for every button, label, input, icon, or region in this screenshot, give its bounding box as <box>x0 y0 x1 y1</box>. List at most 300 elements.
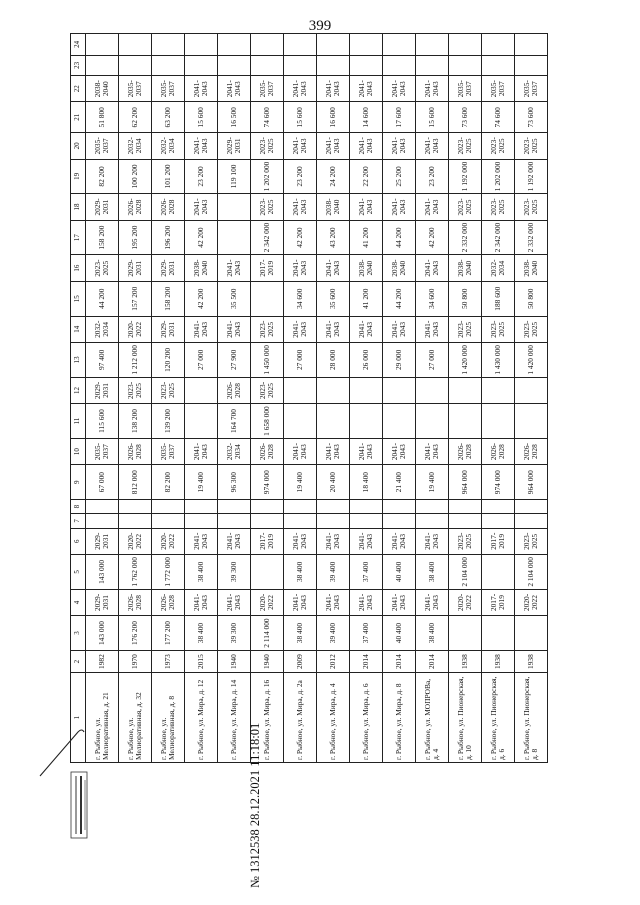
table-cell <box>515 616 548 651</box>
table-cell: 96 300 <box>218 465 251 500</box>
table-cell: 1940 <box>251 650 284 672</box>
rotated-table-frame <box>70 33 540 763</box>
table-cell: 74 600 <box>482 102 515 133</box>
column-number: 3 <box>71 616 86 651</box>
table-cell: 15 600 <box>185 102 218 133</box>
table-cell: 2041-2043 <box>416 76 449 103</box>
table-cell: 42 200 <box>185 220 218 255</box>
table-cell: 2032-2034 <box>482 255 515 282</box>
table-cell: 2035-2037 <box>86 438 119 465</box>
column-number: 2 <box>71 650 86 672</box>
table-cell: 2020-2022 <box>152 528 185 555</box>
table-cell: 2035-2037 <box>449 76 482 103</box>
table-cell: 73 600 <box>449 102 482 133</box>
table-cell: 23 200 <box>416 159 449 194</box>
table-cell: 2041-2043 <box>350 589 383 616</box>
table-row <box>350 34 383 763</box>
table-cell: 1938 <box>482 650 515 672</box>
table-cell: 2041-2043 <box>284 255 317 282</box>
table-cell: 2038-2040 <box>350 255 383 282</box>
table-cell: 2023-2025 <box>449 528 482 555</box>
table-cell <box>515 514 548 528</box>
table-cell: 1 202 000 <box>482 159 515 194</box>
table-cell: 42 200 <box>185 281 218 316</box>
table-cell: 2032-2034 <box>119 133 152 160</box>
table-cell: 41 200 <box>350 281 383 316</box>
column-number: 10 <box>71 438 86 465</box>
table-cell <box>152 514 185 528</box>
table-cell: 2035-2037 <box>251 76 284 103</box>
table-cell: 19 400 <box>284 465 317 500</box>
table-cell <box>152 500 185 514</box>
table-cell: 176 200 <box>119 616 152 651</box>
table-cell <box>251 500 284 514</box>
table-cell <box>350 55 383 75</box>
table-cell: 2041-2043 <box>317 133 350 160</box>
table-cell <box>416 500 449 514</box>
table-cell: 2023-2025 <box>449 133 482 160</box>
table-cell: 2026-2028 <box>119 589 152 616</box>
table-cell: 2038-2040 <box>86 76 119 103</box>
table-cell <box>449 616 482 651</box>
column-number: 19 <box>71 159 86 194</box>
table-cell <box>86 55 119 75</box>
table-cell: 1 420 000 <box>515 343 548 378</box>
table-cell: 44 200 <box>383 281 416 316</box>
table-cell <box>284 514 317 528</box>
table-cell: 2041-2043 <box>317 316 350 343</box>
table-cell: 82 200 <box>86 159 119 194</box>
table-cell: 22 200 <box>350 159 383 194</box>
document-registration-stamp: № 1312538 28.12.2021 11:18:01 <box>248 722 262 888</box>
table-cell <box>416 55 449 75</box>
table-cell: 16 500 <box>218 102 251 133</box>
table-row <box>515 34 548 763</box>
table-cell: 2023-2025 <box>251 377 284 404</box>
table-cell: 2023-2025 <box>515 528 548 555</box>
column-number: 16 <box>71 255 86 282</box>
table-cell: 2029-2031 <box>218 133 251 160</box>
table-cell: 2035-2037 <box>119 76 152 103</box>
table-cell <box>317 55 350 75</box>
table-cell: 43 200 <box>317 220 350 255</box>
column-number: 20 <box>71 133 86 160</box>
table-cell: 27 000 <box>185 343 218 378</box>
table-cell <box>383 55 416 75</box>
table-cell: 964 000 <box>515 465 548 500</box>
table-cell: 34 600 <box>416 281 449 316</box>
table-cell <box>482 555 515 590</box>
table-cell: 2041-2043 <box>383 316 416 343</box>
table-cell: 2023-2025 <box>251 194 284 221</box>
table-cell <box>251 555 284 590</box>
table-cell: 195 200 <box>119 220 152 255</box>
table-cell: 2041-2043 <box>317 528 350 555</box>
table-cell <box>185 500 218 514</box>
table-cell: 38 400 <box>416 555 449 590</box>
table-cell: 40 400 <box>383 555 416 590</box>
table-cell: 2041-2043 <box>350 133 383 160</box>
register-table <box>70 33 548 763</box>
table-cell: 2020-2022 <box>251 589 284 616</box>
table-cell: 20 400 <box>317 465 350 500</box>
column-number: 13 <box>71 343 86 378</box>
table-cell: 2041-2043 <box>185 316 218 343</box>
table-cell: 2029-2031 <box>86 589 119 616</box>
table-cell: 164 700 <box>218 404 251 439</box>
table-cell: 974 000 <box>251 465 284 500</box>
table-cell: 38 400 <box>185 616 218 651</box>
table-cell: 1 212 000 <box>119 343 152 378</box>
table-cell <box>185 55 218 75</box>
address-cell: г. Рыбное, ул. Пионерская, д. 8 <box>515 673 548 763</box>
table-cell: 115 600 <box>86 404 119 439</box>
table-cell <box>317 514 350 528</box>
table-cell: 2029-2031 <box>152 255 185 282</box>
table-cell <box>482 377 515 404</box>
table-cell: 1938 <box>449 650 482 672</box>
table-row <box>86 34 119 763</box>
table-cell: 2041-2043 <box>218 589 251 616</box>
table-cell: 2 104 000 <box>515 555 548 590</box>
table-cell: 39 400 <box>317 616 350 651</box>
table-cell: 63 200 <box>152 102 185 133</box>
table-cell <box>350 404 383 439</box>
table-cell: 51 800 <box>86 102 119 133</box>
table-cell: 24 200 <box>317 159 350 194</box>
table-cell <box>251 514 284 528</box>
table-cell: 2041-2043 <box>383 194 416 221</box>
table-cell: 2029-2031 <box>86 377 119 404</box>
address-cell: г. Рыбное, ул. Мелиоративная, д. 32 <box>119 673 152 763</box>
table-cell: 1 658 000 <box>251 404 284 439</box>
table-cell: 50 800 <box>449 281 482 316</box>
table-cell <box>86 514 119 528</box>
table-cell: 2038-2040 <box>383 255 416 282</box>
table-cell: 19 400 <box>185 465 218 500</box>
table-cell: 1 450 000 <box>251 343 284 378</box>
table-cell: 15 600 <box>284 102 317 133</box>
table-row <box>218 34 251 763</box>
table-cell: 2038-2040 <box>449 255 482 282</box>
table-cell: 158 200 <box>152 281 185 316</box>
table-cell: 37 400 <box>350 616 383 651</box>
address-cell: г. Рыбное, ул. МОПРОВа, д. 4 <box>416 673 449 763</box>
address-cell: г. Рыбное, ул. Мира, д. 6 <box>350 673 383 763</box>
table-cell: 2041-2043 <box>317 76 350 103</box>
table-cell: 39 300 <box>218 616 251 651</box>
table-row <box>317 34 350 763</box>
table-cell: 2041-2043 <box>383 528 416 555</box>
table-cell <box>284 55 317 75</box>
table-cell <box>350 377 383 404</box>
table-cell <box>284 377 317 404</box>
table-cell: 21 400 <box>383 465 416 500</box>
table-cell: 2017-2019 <box>482 528 515 555</box>
table-cell <box>416 514 449 528</box>
table-row <box>482 34 515 763</box>
table-cell: 38 400 <box>185 555 218 590</box>
table-cell <box>515 500 548 514</box>
table-cell: 2041-2043 <box>284 194 317 221</box>
table-cell <box>416 404 449 439</box>
column-number: 6 <box>71 528 86 555</box>
table-cell <box>383 377 416 404</box>
table-cell: 82 200 <box>152 465 185 500</box>
table-cell <box>218 34 251 56</box>
table-cell: 143 000 <box>86 555 119 590</box>
table-cell: 2 342 000 <box>482 220 515 255</box>
table-row <box>119 34 152 763</box>
table-row <box>152 34 185 763</box>
table-cell <box>350 514 383 528</box>
table-cell <box>449 514 482 528</box>
table-cell <box>350 34 383 56</box>
table-cell <box>449 500 482 514</box>
table-cell: 119 100 <box>218 159 251 194</box>
column-number: 23 <box>71 55 86 75</box>
table-cell: 2041-2043 <box>317 438 350 465</box>
table-cell: 2041-2043 <box>383 589 416 616</box>
address-cell: г. Рыбное, ул. Мира, д. 4 <box>317 673 350 763</box>
table-cell <box>251 34 284 56</box>
table-cell: 2032-2034 <box>86 316 119 343</box>
table-cell: 2041-2043 <box>416 589 449 616</box>
table-cell: 2041-2043 <box>350 438 383 465</box>
table-cell: 2017-2019 <box>251 528 284 555</box>
table-cell: 2023-2025 <box>152 377 185 404</box>
table-cell <box>86 34 119 56</box>
table-cell: 1 192 000 <box>515 159 548 194</box>
table-cell: 2023-2025 <box>251 133 284 160</box>
table-cell <box>317 500 350 514</box>
table-cell <box>416 34 449 56</box>
address-cell: г. Рыбное, ул. Пионерская, д. 10 <box>449 673 482 763</box>
table-cell: 1 430 000 <box>482 343 515 378</box>
column-number: 18 <box>71 194 86 221</box>
table-cell: 19 400 <box>416 465 449 500</box>
table-cell: 2038-2040 <box>317 194 350 221</box>
address-cell: г. Рыбное, ул. Мелиоративная, д. 8 <box>152 673 185 763</box>
table-cell: 2014 <box>416 650 449 672</box>
table-cell <box>383 404 416 439</box>
table-cell <box>317 377 350 404</box>
column-number: 14 <box>71 316 86 343</box>
table-cell: 2041-2043 <box>185 528 218 555</box>
table-cell <box>482 500 515 514</box>
table-cell: 1 202 000 <box>251 159 284 194</box>
table-cell: 38 400 <box>416 616 449 651</box>
table-cell: 2012 <box>317 650 350 672</box>
table-cell: 1973 <box>152 650 185 672</box>
table-cell: 2041-2043 <box>317 255 350 282</box>
table-cell: 27 900 <box>218 343 251 378</box>
table-cell: 2041-2043 <box>416 194 449 221</box>
table-cell: 100 200 <box>119 159 152 194</box>
address-cell: г. Рыбное, ул. Пионерская, д. 6 <box>482 673 515 763</box>
column-number: 22 <box>71 76 86 103</box>
table-cell: 158 200 <box>86 220 119 255</box>
table-cell <box>86 500 119 514</box>
table-cell: 2026-2028 <box>119 194 152 221</box>
table-cell: 2023-2025 <box>119 377 152 404</box>
address-cell: г. Рыбное, ул. Мира, д. 2а <box>284 673 317 763</box>
table-cell: 2041-2043 <box>383 438 416 465</box>
table-cell <box>482 514 515 528</box>
table-cell: 2023-2025 <box>482 316 515 343</box>
table-cell <box>482 616 515 651</box>
table-cell: 2017-2019 <box>251 255 284 282</box>
table-row <box>185 34 218 763</box>
table-cell: 2041-2043 <box>185 76 218 103</box>
table-cell: 2026-2028 <box>251 438 284 465</box>
table-cell: 2041-2043 <box>284 438 317 465</box>
table-cell <box>515 34 548 56</box>
column-number: 5 <box>71 555 86 590</box>
table-cell: 2020-2022 <box>119 528 152 555</box>
table-cell: 2026-2028 <box>119 438 152 465</box>
table-cell: 2 332 000 <box>449 220 482 255</box>
table-cell <box>152 34 185 56</box>
table-cell: 2023-2025 <box>482 133 515 160</box>
table-cell <box>449 404 482 439</box>
table-cell: 29 000 <box>383 343 416 378</box>
table-cell: 2038-2040 <box>515 255 548 282</box>
table-cell: 2026-2028 <box>152 194 185 221</box>
table-cell <box>251 281 284 316</box>
table-cell <box>119 500 152 514</box>
table-cell: 2041-2043 <box>185 438 218 465</box>
table-cell: 73 600 <box>515 102 548 133</box>
table-cell: 2009 <box>284 650 317 672</box>
table-cell: 42 200 <box>416 220 449 255</box>
table-cell: 2035-2037 <box>482 76 515 103</box>
table-cell: 2023-2025 <box>482 194 515 221</box>
column-number: 24 <box>71 34 86 56</box>
table-cell: 2023-2025 <box>449 194 482 221</box>
table-cell: 2041-2043 <box>350 76 383 103</box>
table-cell: 2 114 000 <box>251 616 284 651</box>
table-cell: 23 200 <box>284 159 317 194</box>
table-cell: 39 400 <box>317 555 350 590</box>
column-number: 17 <box>71 220 86 255</box>
table-cell: 42 200 <box>284 220 317 255</box>
table-cell: 974 000 <box>482 465 515 500</box>
table-cell: 25 200 <box>383 159 416 194</box>
table-cell: 2041-2043 <box>185 194 218 221</box>
table-cell: 2038-2040 <box>185 255 218 282</box>
table-cell: 2041-2043 <box>383 76 416 103</box>
table-cell: 2041-2043 <box>284 589 317 616</box>
table-cell <box>515 55 548 75</box>
table-cell: 188 600 <box>482 281 515 316</box>
table-cell <box>317 34 350 56</box>
table-cell: 2023-2025 <box>86 255 119 282</box>
table-cell: 138 200 <box>119 404 152 439</box>
table-cell: 18 400 <box>350 465 383 500</box>
table-cell <box>449 34 482 56</box>
table-cell: 2032-2034 <box>152 133 185 160</box>
table-cell: 2041-2043 <box>416 133 449 160</box>
table-cell: 2023-2025 <box>515 133 548 160</box>
table-cell <box>284 404 317 439</box>
table-cell: 1 762 000 <box>119 555 152 590</box>
table-cell: 2041-2043 <box>185 589 218 616</box>
table-cell: 101 200 <box>152 159 185 194</box>
table-cell <box>383 34 416 56</box>
address-cell: г. Рыбное, ул. Мира, д. 12 <box>185 673 218 763</box>
table-cell: 2029-2031 <box>119 255 152 282</box>
table-cell <box>218 194 251 221</box>
table-cell: 34 600 <box>284 281 317 316</box>
table-cell <box>284 34 317 56</box>
table-cell: 2015 <box>185 650 218 672</box>
column-number: 21 <box>71 102 86 133</box>
table-cell: 1 192 000 <box>449 159 482 194</box>
table-cell: 2020-2022 <box>515 589 548 616</box>
table-cell: 40 400 <box>383 616 416 651</box>
table-cell: 2023-2025 <box>515 316 548 343</box>
table-cell: 2041-2043 <box>416 528 449 555</box>
table-cell: 2041-2043 <box>218 528 251 555</box>
table-cell: 1940 <box>218 650 251 672</box>
table-cell <box>185 377 218 404</box>
table-cell <box>251 55 284 75</box>
table-cell: 38 400 <box>284 555 317 590</box>
table-cell <box>482 404 515 439</box>
table-cell <box>515 404 548 439</box>
table-cell: 2 342 000 <box>251 220 284 255</box>
table-cell <box>515 377 548 404</box>
table-cell: 1 420 000 <box>449 343 482 378</box>
address-cell: г. Рыбное, ул. Мира, д. 16 <box>251 673 284 763</box>
column-number-row <box>71 34 86 763</box>
table-cell: 2026-2028 <box>218 377 251 404</box>
table-cell: 2041-2043 <box>218 255 251 282</box>
table-row <box>284 34 317 763</box>
table-cell <box>416 377 449 404</box>
table-cell: 41 200 <box>350 220 383 255</box>
table-cell: 14 600 <box>350 102 383 133</box>
table-cell: 2035-2037 <box>515 76 548 103</box>
table-cell: 35 500 <box>218 281 251 316</box>
table-cell <box>218 55 251 75</box>
table-cell: 2014 <box>383 650 416 672</box>
table-cell: 2014 <box>350 650 383 672</box>
table-cell: 37 400 <box>350 555 383 590</box>
table-cell: 2020-2022 <box>449 589 482 616</box>
table-cell: 2041-2043 <box>317 589 350 616</box>
table-cell: 2026-2028 <box>449 438 482 465</box>
table-row <box>449 34 482 763</box>
table-cell: 2041-2043 <box>284 316 317 343</box>
table-row <box>383 34 416 763</box>
table-cell <box>482 34 515 56</box>
table-cell <box>383 514 416 528</box>
table-cell: 2029-2031 <box>86 528 119 555</box>
table-cell: 16 600 <box>317 102 350 133</box>
table-cell <box>152 55 185 75</box>
table-cell <box>449 377 482 404</box>
table-cell: 2041-2043 <box>416 438 449 465</box>
document-footer <box>248 620 260 890</box>
table-cell <box>119 514 152 528</box>
table-cell: 2041-2043 <box>350 528 383 555</box>
table-cell: 139 200 <box>152 404 185 439</box>
table-cell: 2023-2025 <box>449 316 482 343</box>
table-cell: 44 200 <box>86 281 119 316</box>
table-cell: 28 000 <box>317 343 350 378</box>
